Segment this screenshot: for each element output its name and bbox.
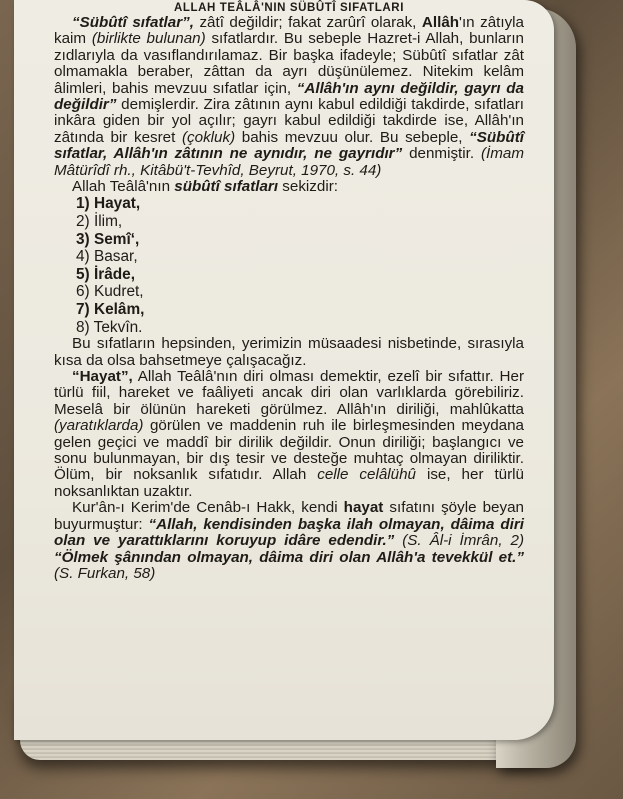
running-head: ALLAH TEÂLÂ'NIN SÜBÛTÎ SIFATLARI: [174, 2, 404, 14]
text-span: 'ın zâtıyla kaim: [54, 14, 524, 48]
text-bold-italic: sübûtî sıfatları: [174, 178, 279, 196]
text-span: Allah Teâlâ'nın diri olması demektir, ezelî bir sıfattır. Her türlü fiil, hareket ve faâliyeti ancak diri olan varlıklarda görebiliriz. Meselâ bir ölünün hareketi görülmez. Allâh'ın diriliği, mahlûkatta: [54, 368, 524, 418]
list-item: 2) İlim,: [76, 213, 123, 231]
list-item: 7) Kelâm,: [76, 301, 145, 319]
text-italic: (yaratıklarda): [54, 417, 144, 435]
text-bold: Allâh: [421, 14, 460, 31]
list-item: 6) Kudret,: [76, 283, 144, 301]
list-item: 5) İrâde,: [76, 265, 136, 283]
citation: (S. Furkan, 58): [54, 564, 156, 582]
text-span: zâtî değildir; fakat zarûrî olarak,: [193, 14, 422, 31]
paragraph-list-intro: [54, 179, 524, 195]
text-italic: (birlikte bulunan): [91, 30, 206, 48]
page-content: [54, 2, 524, 582]
paragraph-hayat: [54, 369, 524, 500]
text-span: görülen ve maddenin ruh ile birleşmesinden meydana gelen geçici ve maddî bir dirilik değildir. Onun diriliği; başlangıcı ve sonu bulunmayan, bir dış tesir ve desteğe muhtaç olmayan diriliktir. Ölüm, bir noksanlık sıfatıdır. Allah: [54, 417, 524, 484]
book-page: [14, 0, 554, 740]
quote-bold-italic: “Sübûtî sıfatlar, Allâh'ın zâtının ne aynıdır, ne gayrıdır”: [54, 128, 524, 163]
text-italic: celle celâlühû: [317, 466, 417, 484]
paragraph-plan: Bu sıfatların hepsinden, yerimizin müsaadesi nisbetinde, sırasıyla kısa da olsa bahsetmeye çalışacağız.: [54, 335, 524, 369]
list-item: 3) Semî‘,: [76, 230, 140, 248]
text-italic: (çokluk): [181, 128, 236, 146]
text-span: demişlerdir. Zira zâtının aynı kabul edildiği takdirde, sıfatları inkâra giden bir yol açılır; gayrı kabul edildiği takdirde ise, Allâh'ın zâtında bir kesret: [54, 96, 524, 146]
paragraph-subuti-definition: [54, 15, 524, 179]
citation: (S. Âl-i İmrân, 2): [394, 532, 524, 550]
citation: (İmam Mâtürîdî rh., Kitâbü't-Tevhîd, Beyrut, 1970, s. 44): [54, 145, 524, 179]
quote-bold-italic: “Allah, kendisinden başka ilah olmayan, dâima diri olan ve yarattıklarını koruyup idâre edendir.”: [54, 515, 524, 550]
text-span: Kur'ân-ı Kerim'de Cenâb-ı Hakk, kendi: [72, 499, 344, 517]
text-span: Allah Teâlâ'nın: [72, 178, 175, 196]
text-bold: hayat: [343, 499, 384, 517]
list-item: 4) Basar,: [76, 248, 138, 266]
text-span: sıfatını şöyle beyan buyurmuştur:: [54, 499, 524, 533]
term-subuti-sifatlar: “Sübûtî sıfatlar”,: [72, 14, 194, 31]
term-hayat: “Hayat”,: [72, 368, 133, 386]
quote-bold-italic: “Allâh'ın aynı değildir, gayrı da değildir”: [54, 79, 524, 114]
attributes-list: [54, 195, 524, 336]
list-item: 8) Tekvîn.: [76, 318, 143, 336]
text-span: bahis mevzuu olur. Bu sebeple,: [235, 128, 470, 146]
list-item: 1) Hayat,: [76, 195, 141, 213]
paragraph-quran-verses: [54, 500, 524, 582]
quote-bold-italic: “Ölmek şânından olmayan, dâima diri olan Allâh'a tevekkül et.”: [54, 548, 524, 566]
text-span: sekizdir:: [278, 178, 338, 196]
text-span: sıfatlardır. Bu sebeple Hazret-i Allah, bunların zıdlarıyla da vasıflandırılamaz. Bir başka ifadeyle; Sübûtî sıfatlar zât olmamakla beraber, zâttan da ayrı düşünülemez. Nitekim kelâm âlimleri, bahis mevzuu sıfatlar için,: [54, 30, 524, 97]
text-span: ise, her türlü noksanlıktan uzaktır.: [54, 466, 524, 500]
text-span: denmiştir.: [402, 145, 481, 163]
